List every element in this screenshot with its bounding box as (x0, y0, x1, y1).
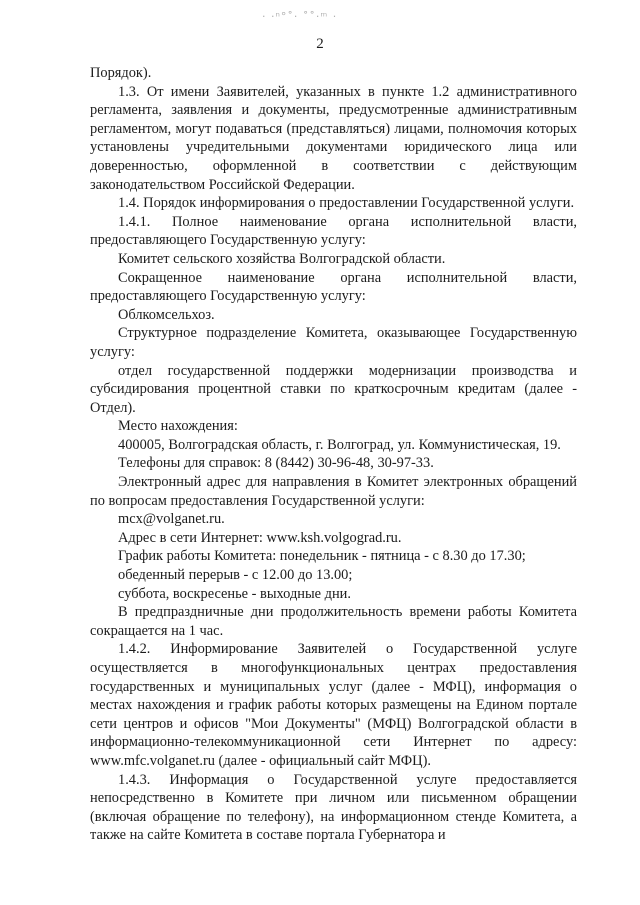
committee-short-name: Облкомсельхоз. (118, 306, 215, 323)
weekend-days: суббота, воскресенье - выходные дни. (118, 585, 351, 602)
document-body (90, 64, 577, 845)
location-heading: Место нахождения: (118, 418, 238, 435)
paragraph-1-3: 1.3. От имени Заявителей, указанных в пункте 1.2 административного регламента, заявления и документы, предусмотренные административным регламентом, могут подаваться (представляться) лицами, полномочия которых установлены учредительными документами юридического лица или доверенностью, оформленной в соответствии с действующим законодательством Российской Федерации. (90, 83, 577, 193)
department-heading: Структурное подразделение Комитета, оказывающее Государственную услугу: (90, 325, 577, 360)
committee-full-name: Комитет сельского хозяйства Волгоградской области. (118, 250, 446, 267)
paragraph-continuation: Порядок). (90, 65, 152, 81)
paragraph-1-4-2: 1.4.2. Информирование Заявителей о Государственной услуге осуществляется в многофункциональных центрах предоставления государственных и муниципальных услуг (далее - МФЦ), информация о местах нахождения и график работы которых размещены на Едином портале сети центров и офисов "Мои Документы" (МФЦ) Волгоградской области в информационно-телекоммуникационной сети Интернет по адресу: www.mfc.volganet.ru (далее - официальный сайт МФЦ). (90, 641, 577, 769)
paragraph-1-4-1: 1.4.1. Полное наименование органа исполнительной власти, предоставляющего Государственную услугу: (90, 213, 577, 249)
paragraph-1-4: 1.4. Порядок информирования о предоставлении Государственной услуги. (118, 195, 575, 212)
department-name: отдел государственной поддержки модернизации производства и субсидирования процентной ставки по краткосрочным кредитам (далее - Отдел). (90, 362, 577, 416)
email-address: mcx@volganet.ru. (118, 511, 225, 528)
work-schedule: График работы Комитета: понедельник - пятница - с 8.30 до 17.30; (118, 548, 526, 565)
location-address: 400005, Волгоградская область, г. Волгоград, ул. Коммунистическая, 19. (118, 436, 561, 453)
pre-holiday-note: В предпраздничные дни продолжительность времени работы Комитета сокращается на 1 час. (90, 604, 577, 639)
paragraph-1-4-3: 1.4.3. Информация о Государственной услуге предоставляется непосредственно в Комитете при личном или письменном обращении (включая обращение по телефону), на информационном стенде Комитета, а также на сайте Комитета в составе портала Губернатора и (90, 771, 577, 844)
lunch-break: обеденный перерыв - с 12.00 до 13.00; (118, 567, 353, 584)
email-heading: Электронный адрес для направления в Комитет электронных обращений по вопросам предоставления Государственной услуги: (90, 474, 577, 509)
website: Адрес в сети Интернет: www.ksh.volgograd.ru. (118, 529, 402, 546)
phones: Телефоны для справок: 8 (8442) 30-96-48, 30-97-33. (118, 455, 434, 472)
page-number: 2 (316, 36, 324, 52)
short-name-heading: Сокращенное наименование органа исполнительной власти, предоставляющего Государственную услугу: (90, 269, 577, 305)
header-stamp: · ·ⁿ°˚· ˚˚·ᵐ · (262, 10, 338, 23)
